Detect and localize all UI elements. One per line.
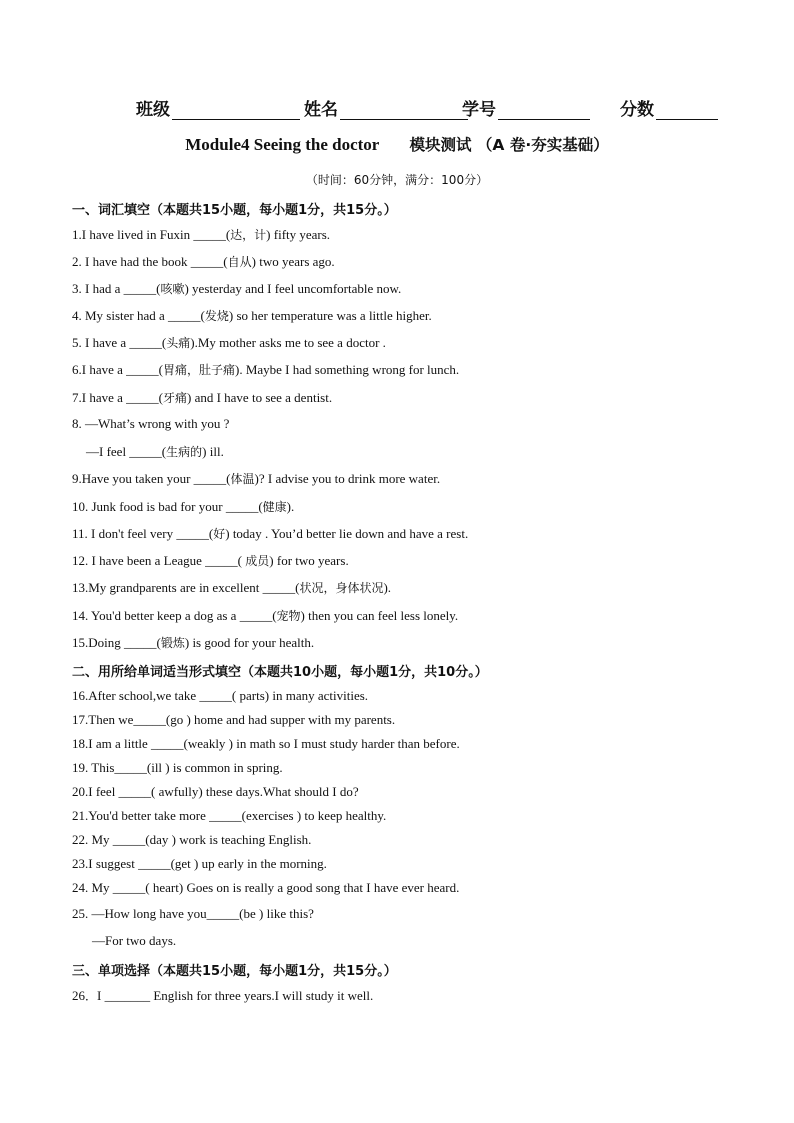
question-item: 13.My grandparents are in excellent _____(状况，身体状况).	[72, 580, 392, 595]
question-item: 5. I have a _____(头痛).My mother asks me to see a doctor .	[72, 335, 386, 350]
info-field-label: 姓名	[304, 100, 338, 120]
question-item: 3. I had a _____(咳嗽) yesterday and I feel uncomfortable now.	[72, 281, 402, 296]
question-item: 19. This_____(ill ) is common in spring.	[72, 760, 283, 775]
question-item: 11. I don't feel very _____(好) today . You’d better lie down and have a rest.	[72, 526, 469, 541]
question-item: 12. I have been a League _____( 成员) for two years.	[72, 553, 349, 568]
info-field-blank[interactable]	[656, 101, 718, 120]
section-heading: 二、用所给单词适当形式填空（本题共10小题，每小题1分，共10分。）	[72, 665, 488, 680]
question-item: 10. Junk food is bad for your _____(健康).	[72, 499, 295, 514]
question-item: 20.I feel _____( awfully) these days.What should I do?	[72, 784, 359, 799]
info-field	[304, 95, 468, 120]
question-item: —For two days.	[92, 933, 177, 948]
question-item: 9.Have you taken your _____(体温)? I advise you to drink more water.	[72, 471, 441, 486]
question-item: 18.I am a little _____(weakly ) in math so I must study harder than before.	[72, 736, 460, 751]
title-chinese: 模块测试 （A 卷·夯实基础）	[409, 136, 609, 154]
question-item: 4. My sister had a _____(发烧) so her temperature was a little higher.	[72, 308, 432, 323]
info-field-label: 分数	[620, 100, 654, 120]
question-item: 25. —How long have you_____(be ) like this?	[72, 906, 314, 921]
info-field	[136, 95, 300, 120]
info-field-blank[interactable]	[340, 101, 468, 120]
student-info-row	[136, 95, 736, 119]
info-field-label: 班级	[136, 100, 170, 120]
question-item: —I feel _____(生病的) ill.	[86, 444, 224, 459]
section-heading: 一、词汇填空（本题共15小题，每小题1分，共15分。）	[72, 203, 397, 218]
question-item: 8. —What’s wrong with you ?	[72, 416, 230, 431]
exam-time-score: （时间：60分钟，满分：100分）	[305, 173, 489, 187]
info-field-blank[interactable]	[498, 101, 590, 120]
title-english: Module4 Seeing the doctor	[185, 135, 380, 154]
question-item: 1.I have lived in Fuxin _____(达，计) fifty years.	[72, 227, 331, 242]
info-field-label: 学号	[462, 100, 496, 120]
question-item: 15.Doing _____(锻炼) is good for your health.	[72, 635, 315, 650]
question-item: 24. My _____( heart) Goes on is really a good song that I have ever heard.	[72, 880, 460, 895]
question-item: 22. My _____(day ) work is teaching English.	[72, 832, 312, 847]
question-item: 16.After school,we take _____( parts) in many activities.	[72, 688, 369, 703]
question-item: 7.I have a _____(牙痛) and I have to see a dentist.	[72, 390, 333, 405]
page-title	[0, 133, 794, 155]
info-field	[620, 95, 718, 120]
question-item: 23.I suggest _____(get ) up early in the morning.	[72, 856, 327, 871]
question-item: 21.You'd better take more _____(exercises ) to keep healthy.	[72, 808, 387, 823]
question-item: 2. I have had the book _____(自从) two years ago.	[72, 254, 335, 269]
info-field-blank[interactable]	[172, 101, 300, 120]
question-item: 17.Then we_____(go ) home and had supper with my parents.	[72, 712, 396, 727]
question-item: 6.I have a _____(胃痛，肚子痛). Maybe I had something wrong for lunch.	[72, 362, 460, 377]
section-heading: 三、单项选择（本题共15小题，每小题1分，共15分。）	[72, 964, 397, 979]
question-item: 14. You'd better keep a dog as a _____(宠物) then you can feel less lonely.	[72, 608, 459, 623]
info-field	[462, 95, 590, 120]
question-item: 26．I _______ English for three years.I will study it well.	[72, 988, 374, 1003]
